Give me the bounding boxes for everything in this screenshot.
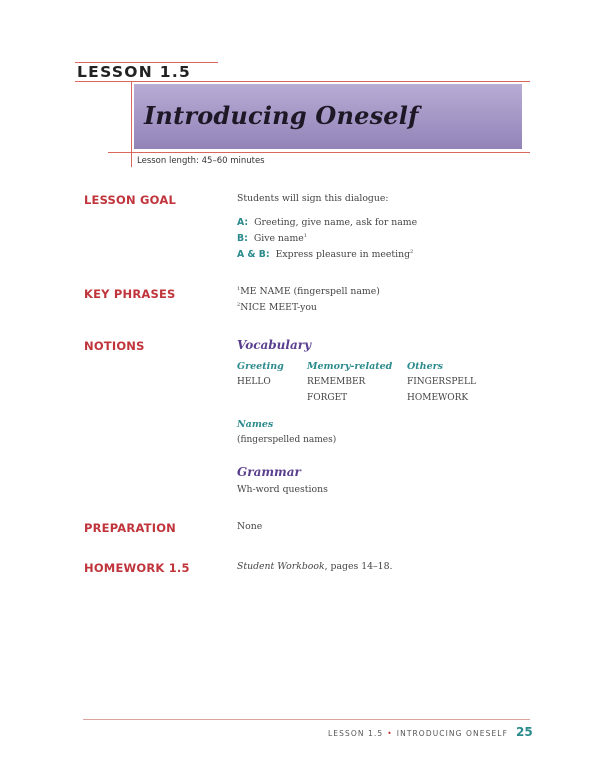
running-footer	[328, 729, 508, 738]
header-mid-rule	[75, 81, 530, 82]
dialogue-line-a	[237, 217, 417, 228]
header-vertical-rule	[131, 81, 132, 167]
footer-title: INTRODUCING ONESELF	[396, 729, 508, 738]
category-others: Others	[407, 361, 443, 372]
names-heading: Names	[237, 419, 274, 430]
homework-pages: , pages 14–18.	[324, 561, 393, 572]
heading-homework: HOMEWORK 1.5	[84, 561, 190, 575]
heading-lesson-goal: LESSON GOAL	[84, 193, 176, 207]
footnote-mark: 2	[237, 302, 241, 308]
key-phrase-1	[237, 286, 380, 297]
category-memory-related: Memory-related	[307, 361, 393, 372]
key-phrase-text: ME NAME (fingerspell name)	[240, 286, 380, 297]
dialogue-text: Give name	[253, 233, 304, 244]
footnote-ref: 1	[303, 233, 307, 239]
vocab-word: FINGERSPELL	[407, 377, 476, 387]
dialogue-label: A:	[237, 217, 249, 228]
vocab-word: HOMEWORK	[407, 393, 469, 403]
dialogue-label: B:	[237, 233, 248, 244]
dialogue-line-b	[237, 233, 307, 244]
dialogue-text: Express pleasure in meeting	[275, 249, 411, 260]
workbook-title: Student Workbook	[237, 561, 325, 572]
vocab-word: FORGET	[307, 393, 348, 403]
vocab-word: HELLO	[237, 377, 271, 387]
heading-preparation: PREPARATION	[84, 521, 176, 535]
vocab-word: REMEMBER	[307, 377, 366, 387]
lesson-number: LESSON 1.5	[77, 63, 192, 81]
category-greeting: Greeting	[237, 361, 284, 372]
footer-separator: •	[387, 729, 393, 738]
footer-rule	[83, 719, 530, 720]
grammar-heading: Grammar	[237, 465, 301, 479]
dialogue-label: A & B:	[237, 249, 270, 260]
grammar-text: Wh-word questions	[237, 484, 328, 495]
vocabulary-heading: Vocabulary	[237, 338, 312, 352]
page-number: 25	[516, 725, 533, 739]
heading-key-phrases: KEY PHRASES	[84, 287, 176, 301]
footnote-ref: 2	[410, 249, 414, 255]
page-title: Introducing Oneself	[144, 101, 419, 130]
key-phrase-text: NICE MEET-you	[240, 302, 317, 313]
dialogue-line-ab	[237, 249, 413, 260]
footer-lesson: LESSON 1.5	[328, 729, 384, 738]
lesson-length: Lesson length: 45–60 minutes	[137, 156, 265, 166]
title-banner	[134, 84, 522, 149]
key-phrase-2	[237, 302, 317, 313]
names-text: (fingerspelled names)	[237, 435, 337, 445]
lesson-goal-intro: Students will sign this dialogue:	[237, 193, 389, 204]
heading-notions: NOTIONS	[84, 339, 145, 353]
homework-text	[237, 561, 392, 572]
header-bottom-rule	[108, 152, 530, 153]
footnote-mark: 1	[237, 286, 241, 292]
dialogue-text: Greeting, give name, ask for name	[254, 217, 418, 228]
preparation-text: None	[237, 521, 263, 532]
